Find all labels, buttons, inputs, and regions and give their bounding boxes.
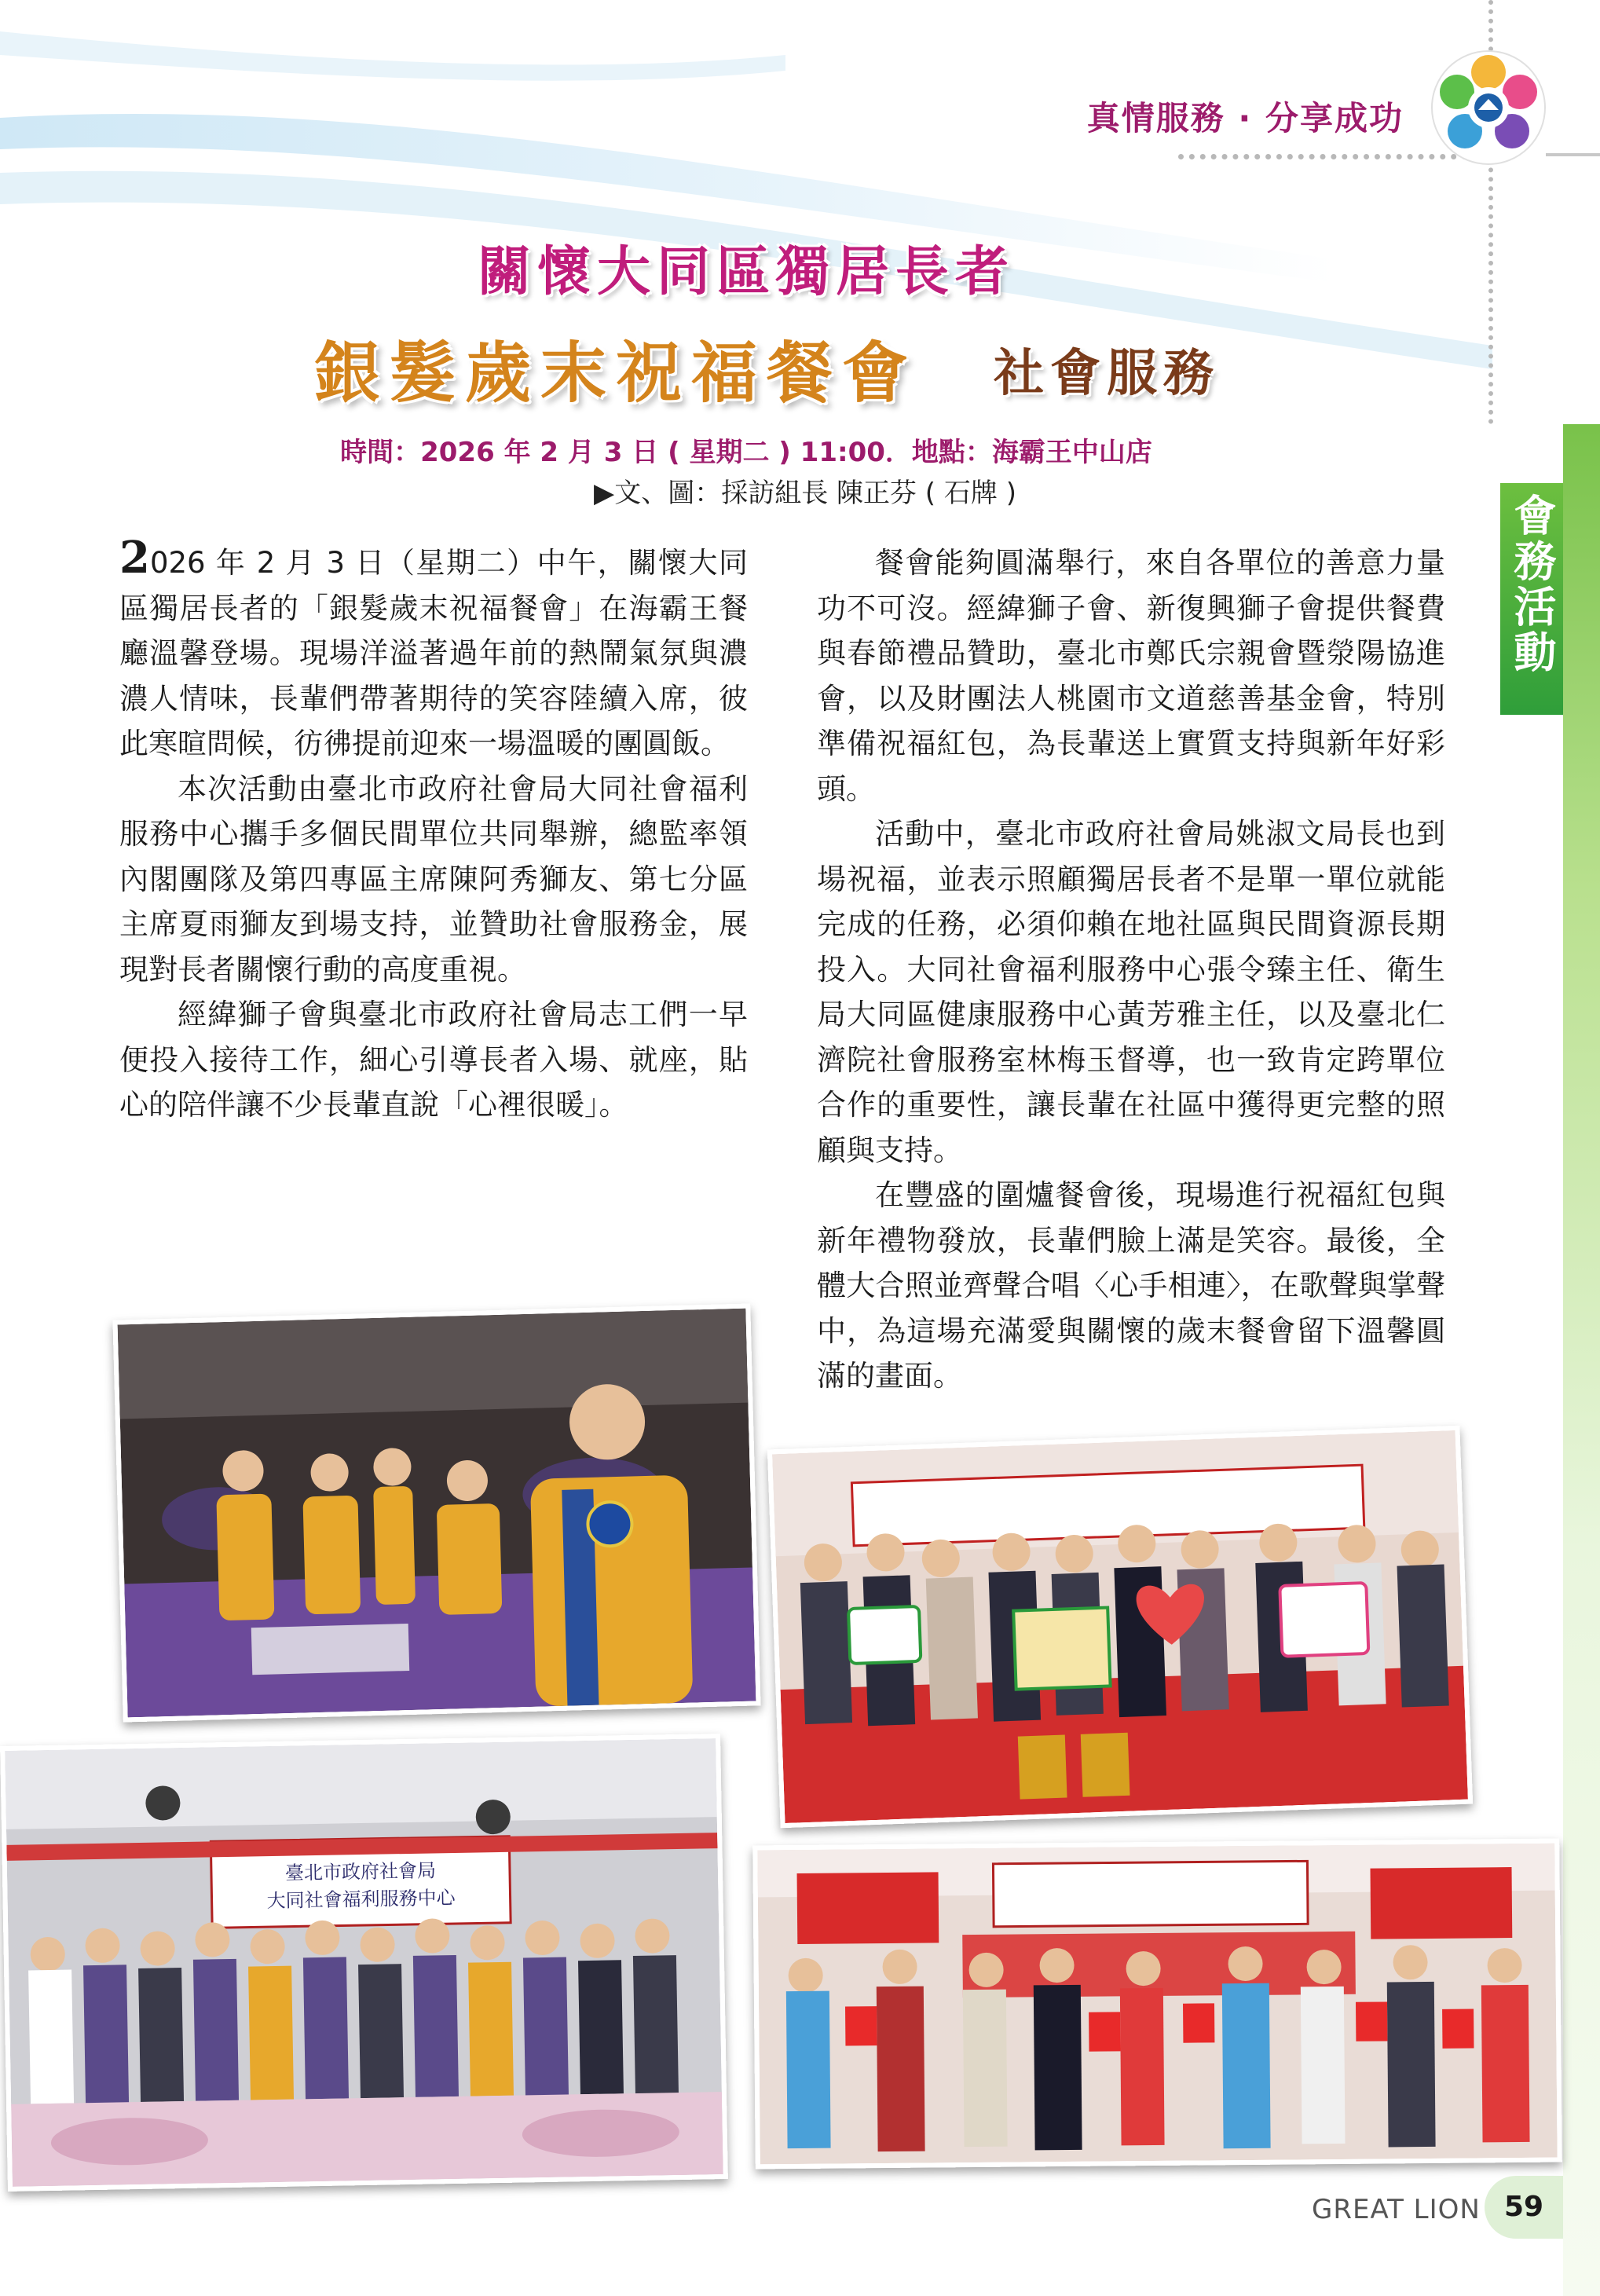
photo-red-envelopes-image [757, 1844, 1557, 2165]
article-paragraph: 活動中，臺北市政府社會局姚淑文局長也到場祝福，並表示照顧獨居長者不是單一單位就能完成的任務，必須仰賴在地社區與民間資源長期投入。大同社會福利服務中心張令臻主任、衛生局大同區健康服務中心黃芳雅主任，以及臺北仁濟院社會服務室林梅玉督導，也一致肯定跨單位合作的重要性，讓長輩在社區中獲得更完整的照顧與支持。 [817, 817, 1445, 1167]
article-paragraph: 在豐盛的圍爐餐會後，現場進行祝福紅包與新年禮物發放，長輩們臉上滿是笑容。最後，全體大合照並齊聲合唱〈心手相連〉，在歌聲與掌聲中，為這場充滿愛與關懷的歲末餐會留下溫馨圓滿的畫面。 [817, 1178, 1445, 1393]
side-tab-label: 會務活動 [1507, 493, 1557, 676]
byline: ▶文、圖：採訪組長 陳正芬 ( 石牌 ) [594, 478, 1016, 509]
paragraph-text: 026 年 2 月 3 日（星期二）中午，關懷大同區獨居長者的「銀髮歲末祝福餐會」在海霸王餐廳溫馨登場。現場洋溢著過年前的熱鬧氣氛與濃濃人情味，長輩們帶著期待的笑容陸續入席，彼此寒暄問候，彷彿提前迎來一場溫暖的團圓飯。 [119, 546, 748, 760]
article-column-right [817, 540, 1445, 1399]
banner-text-b: 大同社會福利服務中心 [266, 1886, 456, 1913]
photo-banner-group-image [772, 1430, 1468, 1823]
header-right-rule [1546, 153, 1600, 156]
event-time-place: 時間：2026 年 2 月 3 日 ( 星期二 ) 11:00．地點：海霸王中山店 [340, 437, 1152, 468]
article-column-left [119, 532, 748, 1128]
side-green-strip [1563, 424, 1600, 2296]
article-paragraph: 本次活動由臺北市政府社會局大同社會福利服務中心攜手多個民間單位共同舉辦，總監率領內閣團隊及第四專區主席陳阿秀獅友、第七分區主席夏雨獅友到場支持，並贊助社會服務金，展現對長者關懷行動的高度重視。 [119, 771, 748, 987]
article-title-line1: 關懷大同區獨居長者 [477, 240, 1015, 303]
banner-text-a: 臺北市政府社會局 [284, 1859, 437, 1884]
district-emblem-icon [1430, 49, 1547, 167]
article-title-main: 銀髮歲末祝福餐會 [314, 334, 918, 412]
section-tag: 真情服務 · 分享成功 [1086, 99, 1404, 137]
photo-lions-members-image [118, 1309, 756, 1718]
article-paragraph: 經緯獅子會與臺北市政府社會局志工們一早便投入接待工作，細心引導長者入場、就座，貼心的陪伴讓不少長輩直說「心裡很暖」。 [119, 998, 748, 1122]
article-title-suffix: 社會服務 [994, 344, 1220, 403]
photo-red-envelopes [752, 1839, 1562, 2170]
article-paragraph: 餐會能夠圓滿舉行，來自各單位的善意力量功不可沒。經緯獅子會、新復興獅子會提供餐費與春節禮品贊助，臺北市鄭氏宗親會暨滎陽協進會，以及財團法人桃園市文道慈善基金會，特別準備祝福紅包，為長輩送上實質支持與新年好彩頭。 [817, 546, 1445, 806]
drop-cap: 2 [119, 532, 150, 584]
article-paragraph [119, 532, 748, 767]
magazine-brand: GREAT LION [1312, 2194, 1481, 2225]
page-number: 59 [1485, 2176, 1563, 2239]
photo-group-hall [0, 1734, 728, 2192]
photo-lions-members [112, 1303, 760, 1722]
photo-group-hall-image [5, 1738, 723, 2187]
photo-banner-group [767, 1426, 1473, 1828]
